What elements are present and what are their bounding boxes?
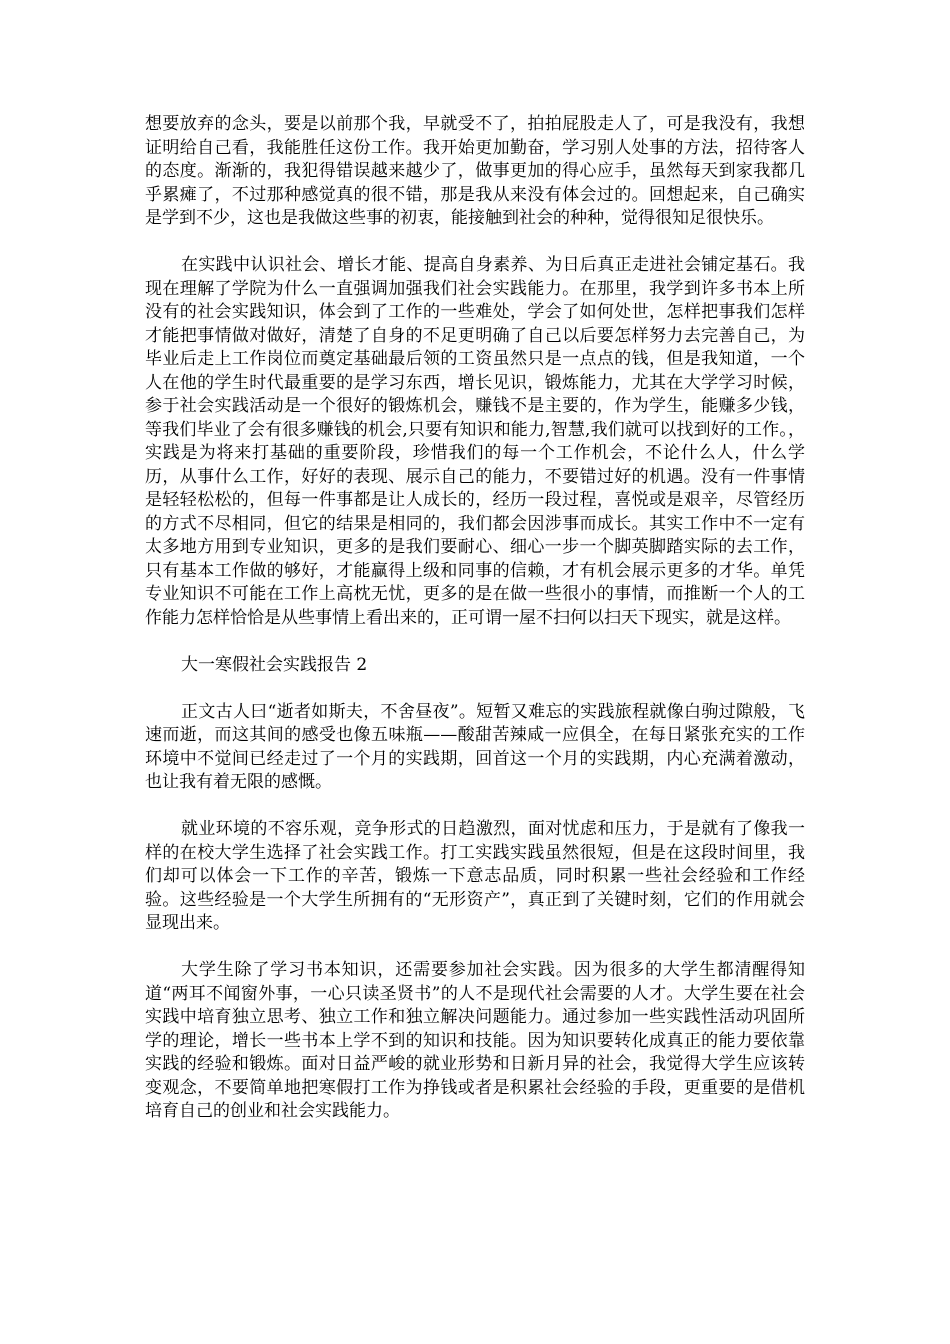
paragraph-social-practice: 大学生除了学习书本知识，还需要参加社会实践。因为很多的大学生都清醒得知道“两耳不闻窗外事，一心只读圣贤书”的人不是现代社会需要的人才。大学生要在社会实践中培育独立思考、独立工作和独立解决问题能力。通过参加一些实践性活动巩固所学的理论，增长一些书本上学不到的知识和技能。因为知识要转化成真正的能力要依靠实践的经验和锻炼。面对日益严峻的就业形势和日新月异的社会，我觉得大学生应该转变观念，不要简单地把寒假打工作为挣钱或者是积累社会经验的手段，更重要的是借机培育自己的创业和社会实践能力。	[145, 960, 805, 1121]
document-page	[145, 113, 805, 1147]
paragraph-intro: 正文古人曰“逝者如斯夫，不舍昼夜”。短暂又难忘的实践旅程就像白驹过隙般，飞速而逝，而这其间的感受也像五味瓶——酸甜苦辣咸一应俱全，在每日紧张充实的工作环境中不觉间已经走过了一个月的实践期，回首这一个月的实践期，内心充满着激动，也让我有着无限的感慨。	[145, 701, 805, 792]
section-heading: 大一寒假社会实践报告 2	[181, 654, 368, 675]
paragraph-practice-reflection: 在实践中认识社会、增长才能、提高自身素养、为日后真正走进社会铺定基石。我现在理解了学院为什么一直强调加强我们社会实践能力。在那里，我学到许多书本上所没有的社会实践知识，体会到了工作的一些难处，学会了如何处世，怎样把事我们怎样才能把事情做对做好，清楚了自身的不足更明确了自己以后要怎样努力去完善自己，为毕业后走上工作岗位而奠定基础最后领的工资虽然只是一点点的钱，但是我知道，一个人在他的学生时代最重要的是学习东西，增长见识，锻炼能力，尤其在大学学习时候，参于社会实践活动是一个很好的锻炼机会，赚钱不是主要的，作为学生，能赚多少钱，等我们毕业了会有很多赚钱的机会,只要有知识和能力,智慧,我们就可以找到好的工作。，实践是为将来打基础的重要阶段，珍惜我们的每一个工作机会，不论什么人，什么学历，从事什么工作，好好的表现、展示自己的能力，不要错过好的机遇。没有一件事情是轻轻松松的，但每一件事都是让人成长的，经历一段过程，喜悦或是艰辛，尽管经历的方式不尽相同，但它的结果是相同的，我们都会因涉事而成长。其实工作中不一定有太多地方用到专业知识，更多的是我们要耐心、细心一步一个脚英脚踏实际的去工作，只有基本工作做的够好，才能赢得上级和同事的信赖，才有机会展示更多的才华。单凭专业知识不可能在工作上高枕无忧，更多的是在做一些很小的事情，而推断一个人的工作能力怎样恰恰是从些事情上看出来的，正可谓一屋不扫何以扫天下现实，就是这样。	[145, 255, 805, 628]
paragraph-continuation: 想要放弃的念头，要是以前那个我，早就受不了，拍拍屁股走人了，可是我没有，我想证明给自己看，我能胜任这份工作。我开始更加勤奋，学习别人处事的方法，招待客人的态度。渐渐的，我犯得错误越来越少了，做事更加的得心应手，虽然每天到家我都几乎累瘫了，不过那种感觉真的很不错，那是我从来没有体会过的。回想起来，自己确实是学到不少，这也是我做这些事的初衷，能接触到社会的种种，觉得很知足很快乐。	[145, 114, 805, 228]
paragraph-employment: 就业环境的不容乐观，竞争形式的日趋激烈，面对忧虑和压力，于是就有了像我一样的在校大学生选择了社会实践工作。打工实践实践虽然很短，但是在这段时间里，我们却可以体会一下工作的辛苦，锻炼一下意志品质，同时积累一些社会经验和工作经验。这些经验是一个大学生所拥有的“无形资产”，真正到了关键时刻，它们的作用就会显现出来。	[145, 819, 805, 933]
